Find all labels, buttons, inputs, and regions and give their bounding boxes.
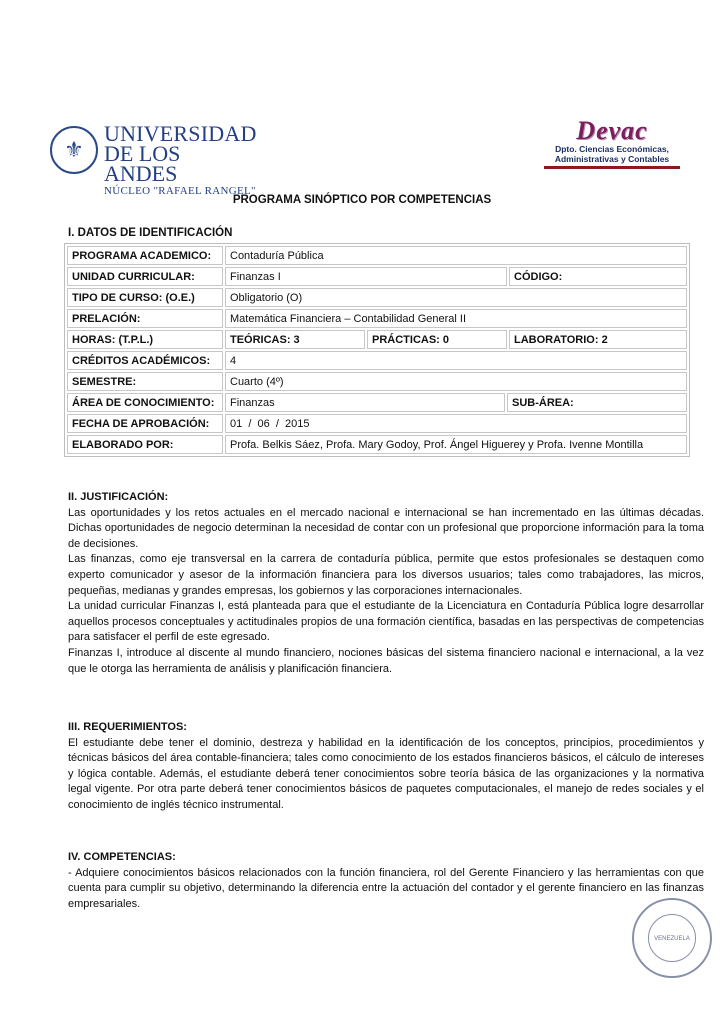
paragraph: Las finanzas, como eje transversal en la carrera de contaduría pública, permite que estos profesionales se destaquen como experto comunicador y asesor de la información financiera para los diversos usuarios; tales como trabajadores, las micros, pequeñas, medianas y grandes empresas, los gobiernos y las corporaciones internacionales. bbox=[68, 553, 704, 597]
identification-table bbox=[64, 243, 690, 457]
university-seal-icon: ⚜ bbox=[50, 126, 98, 174]
paragraph: - Adquiere conocimientos básicos relacionados con la función financiera, rol del Gerente Financiero y las herramientas con que cuenta para cumplir su objetivo, determinando la diferencia entre la actuación del contador y el gerente financiero en las finanzas empresariales. bbox=[68, 866, 704, 910]
programa-label: PROGRAMA ACADEMICO: bbox=[67, 246, 223, 265]
fecha-value: 01 / 06 / 2015 bbox=[225, 414, 687, 433]
codigo-label: CÓDIGO: bbox=[509, 267, 687, 286]
horas-label: HORAS: (T.P.L.) bbox=[67, 330, 223, 349]
table-row bbox=[67, 351, 687, 370]
teoricas-value: TEÓRICAS: 3 bbox=[225, 330, 365, 349]
section-heading-competencias: IV. COMPETENCIAS: bbox=[68, 851, 176, 863]
document-title: PROGRAMA SINÓPTICO POR COMPETENCIAS bbox=[232, 194, 492, 206]
unidad-value: Finanzas I bbox=[225, 267, 507, 286]
creditos-label: CRÉDITOS ACADÉMICOS: bbox=[67, 351, 223, 370]
table-row bbox=[67, 330, 687, 349]
section-heading-justificacion: II. JUSTIFICACIÓN: bbox=[68, 491, 169, 503]
elaborado-label: ELABORADO POR: bbox=[67, 435, 223, 454]
tipo-curso-label: TIPO DE CURSO: (O.E.) bbox=[67, 288, 223, 307]
creditos-value: 4 bbox=[225, 351, 687, 370]
table-row bbox=[67, 372, 687, 391]
prelacion-value: Matemática Financiera – Contabilidad General II bbox=[225, 309, 687, 328]
paragraph: Finanzas I, introduce al discente al mundo financiero, nociones básicas del sistema financiero nacional e internacional, a la vez que le otorga las herramienta de análisis y planificación financiera. bbox=[68, 646, 704, 675]
table-row bbox=[67, 414, 687, 433]
university-logo bbox=[50, 121, 257, 197]
department-logo-word: Devac bbox=[576, 116, 648, 145]
logo-divider bbox=[544, 166, 680, 169]
laboratorio-value: LABORATORIO: 2 bbox=[509, 330, 687, 349]
programa-value: Contaduría Pública bbox=[225, 246, 687, 265]
table-row bbox=[67, 267, 687, 286]
section-competencias bbox=[68, 850, 704, 912]
area-value: Finanzas bbox=[225, 393, 505, 412]
semestre-value: Cuarto (4º) bbox=[225, 372, 687, 391]
university-name-line1: UNIVERSIDAD bbox=[104, 121, 257, 146]
semestre-label: SEMESTRE: bbox=[67, 372, 223, 391]
fecha-label: FECHA DE APROBACIÓN: bbox=[67, 414, 223, 433]
section-justificacion bbox=[68, 490, 704, 677]
department-logo bbox=[544, 118, 680, 176]
table-row bbox=[67, 309, 687, 328]
table-row bbox=[67, 435, 687, 454]
practicas-value: PRÁCTICAS: 0 bbox=[367, 330, 507, 349]
stamp-seal-icon: VENEZUELA bbox=[648, 914, 696, 962]
official-stamp bbox=[632, 898, 712, 978]
department-name-line1: Dpto. Ciencias Económicas, bbox=[555, 144, 669, 154]
prelacion-label: PRELACIÓN: bbox=[67, 309, 223, 328]
section-heading-requerimientos: III. REQUERIMIENTOS: bbox=[68, 721, 187, 733]
table-row bbox=[67, 288, 687, 307]
paragraph: Las oportunidades y los retos actuales en el mercado nacional e internacional se han incrementado en las últimas décadas. Dichas oportunidades de negocio determinan la necesidad de contar con un profesional que proporcione información para la toma de decisiones. bbox=[68, 506, 704, 550]
elaborado-value: Profa. Belkis Sáez, Profa. Mary Godoy, Prof. Ángel Higuerey y Profa. Ivenne Montilla bbox=[225, 435, 687, 454]
table-row bbox=[67, 393, 687, 412]
paragraph: El estudiante debe tener el dominio, destreza y habilidad en la identificación de los conceptos, principios, procedimientos y técnicas básicos del área contable-financiera; tales como conocimiento de los estados financieros básicos, el cálculo de intereses y lógica contable. Además, el estudiante deberá tener conocimientos sobre teoría básica de las organizaciones y la normativa legal vigente. Por otra parte deberá tener conocimientos básicos de paquetes computacionales, el manejo de redes sociales y el conocimiento de inglés técnico instrumental. bbox=[68, 736, 704, 811]
university-name-line2: DE LOS ANDES bbox=[104, 141, 181, 186]
paragraph: La unidad curricular Finanzas I, está planteada para que el estudiante de la Licenciatura en Contaduría Pública logre desarrollar aquellos procesos conceptuales y actitudinales propios de una formación científica, basadas en las perspectivas de competencias para satisfacer el perfil de este egresado. bbox=[68, 600, 704, 644]
section-requerimientos bbox=[68, 720, 704, 814]
subarea-label: SUB-ÁREA: bbox=[507, 393, 687, 412]
university-campus: NÚCLEO "RAFAEL RANGEL" bbox=[104, 185, 256, 197]
area-label: ÁREA DE CONOCIMIENTO: bbox=[67, 393, 223, 412]
unidad-label: UNIDAD CURRICULAR: bbox=[67, 267, 223, 286]
section-heading-identificacion: I. DATOS DE IDENTIFICACIÓN bbox=[68, 227, 233, 239]
table-row bbox=[67, 246, 687, 265]
department-name-line2: Administrativas y Contables bbox=[554, 154, 670, 164]
tipo-curso-value: Obligatorio (O) bbox=[225, 288, 687, 307]
